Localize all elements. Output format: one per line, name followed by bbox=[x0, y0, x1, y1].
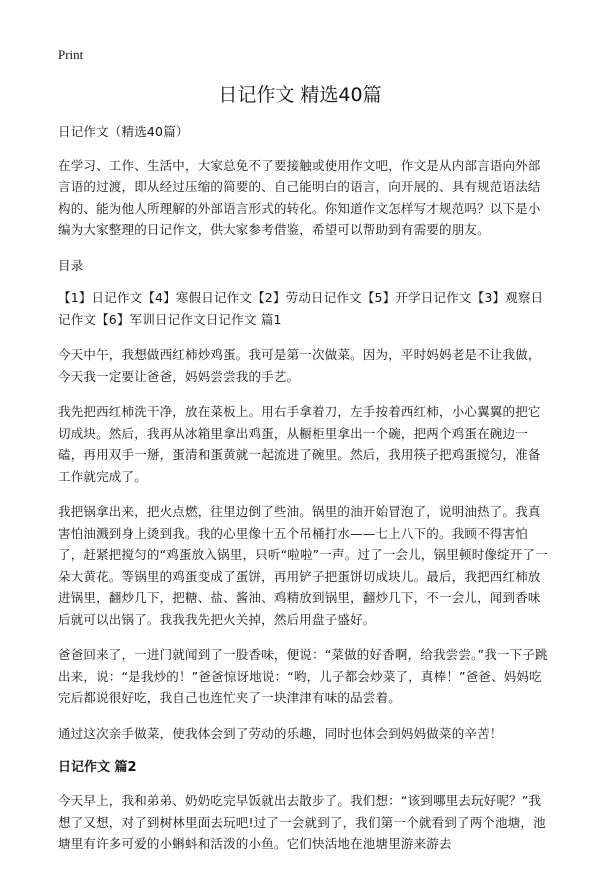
section-heading: 日记作文 篇2 bbox=[58, 760, 137, 775]
document-subtitle: 日记作文（精选40篇） bbox=[58, 124, 189, 139]
body-paragraph-1: 今天中午，我想做西红柿炒鸡蛋。我可是第一次做菜。因为，平时妈妈老是不让我做，今天我一定要让爸爸，妈妈尝尝我的手艺。 bbox=[58, 347, 541, 384]
body-paragraph-4: 爸爸回来了，一进门就闻到了一股香味，便说：“菜做的好香啊，给我尝尝。”我一下子跳出来，说：“是我炒的！”爸爸惊讶地说：“哟，儿子都会炒菜了，真棒！”爸爸、妈妈吃完后都说很好吃，我自己也连忙夹了一块津津有味的品尝着。 bbox=[58, 647, 548, 705]
print-label[interactable]: Print bbox=[58, 47, 84, 62]
intro-paragraph: 在学习、工作、生活中，大家总免不了要接触或使用作文吧，作文是从内部言语向外部言语的过渡，即从经过压缩的简要的、自己能明白的语言，向开展的、具有规范语法结构的、能为他人所理解的外部语言形式的转化。你知道作文怎样写才规范吗？以下是小编为大家整理的日记作文，供大家参考借鉴，希望可以帮助到有需要的朋友。 bbox=[58, 157, 541, 237]
toc-label: 目录 bbox=[58, 257, 84, 273]
body-paragraph-3: 我把锅拿出来，把火点燃，往里边倒了些油。锅里的油开始冒泡了，说明油热了。我真害怕油溅到身上烫到我。我的心里像十五个吊桶打水——七上八下的。我顾不得害怕了，赶紧把搅匀的“鸡蛋放入锅里，只听“啦啦”一声。过了一会儿，锅里顿时像绽开了一朵大黄花。等锅里的鸡蛋变成了蛋饼，再用铲子把蛋饼切成块儿。最后，我把西红柿放进锅里，翻炒几下，把糖、盐、酱油、鸡精放到锅里，翻炒几下，不一会儿，闻到香味后就可以出锅了。我我我先把火关掉，然后用盘子盛好。 bbox=[58, 504, 548, 627]
document-title: 日记作文 精选40篇 bbox=[218, 84, 382, 106]
toc-list: 【1】日记作文【4】寒假日记作文【2】劳动日记作文【5】开学日记作文【3】观察日记作文【6】军训日记作文日记作文 篇1 bbox=[58, 290, 544, 327]
document-body bbox=[58, 121, 548, 869]
body-paragraph-2: 我先把西红柿洗干净，放在菜板上。用右手拿着刀，左手按着西红柿，小心翼翼的把它切成块。然后，我再从冰箱里拿出鸡蛋，从橱柜里拿出一个碗，把两个鸡蛋在碗边一磕，再用双手一掰，蛋清和蛋黄就一起流进了碗里。然后，我用筷子把鸡蛋搅匀，准备工作就完成了。 bbox=[58, 404, 541, 484]
section2-paragraph: 今天早上，我和弟弟、奶奶吃完早饭就出去散步了。我们想：“该到哪里去玩好呢？”我想了又想，对了到树林里面去玩吧!过了一会就到了，我们第一个就看到了两个池塘，池塘里有许多可爱的小蝌蚪和活泼的小鱼。它们快活地在池塘里游来游去 bbox=[58, 793, 546, 851]
body-paragraph-5: 通过这次亲手做菜，使我体会到了劳动的乐趣，同时也体会到妈妈做菜的辛苦！ bbox=[58, 725, 503, 741]
